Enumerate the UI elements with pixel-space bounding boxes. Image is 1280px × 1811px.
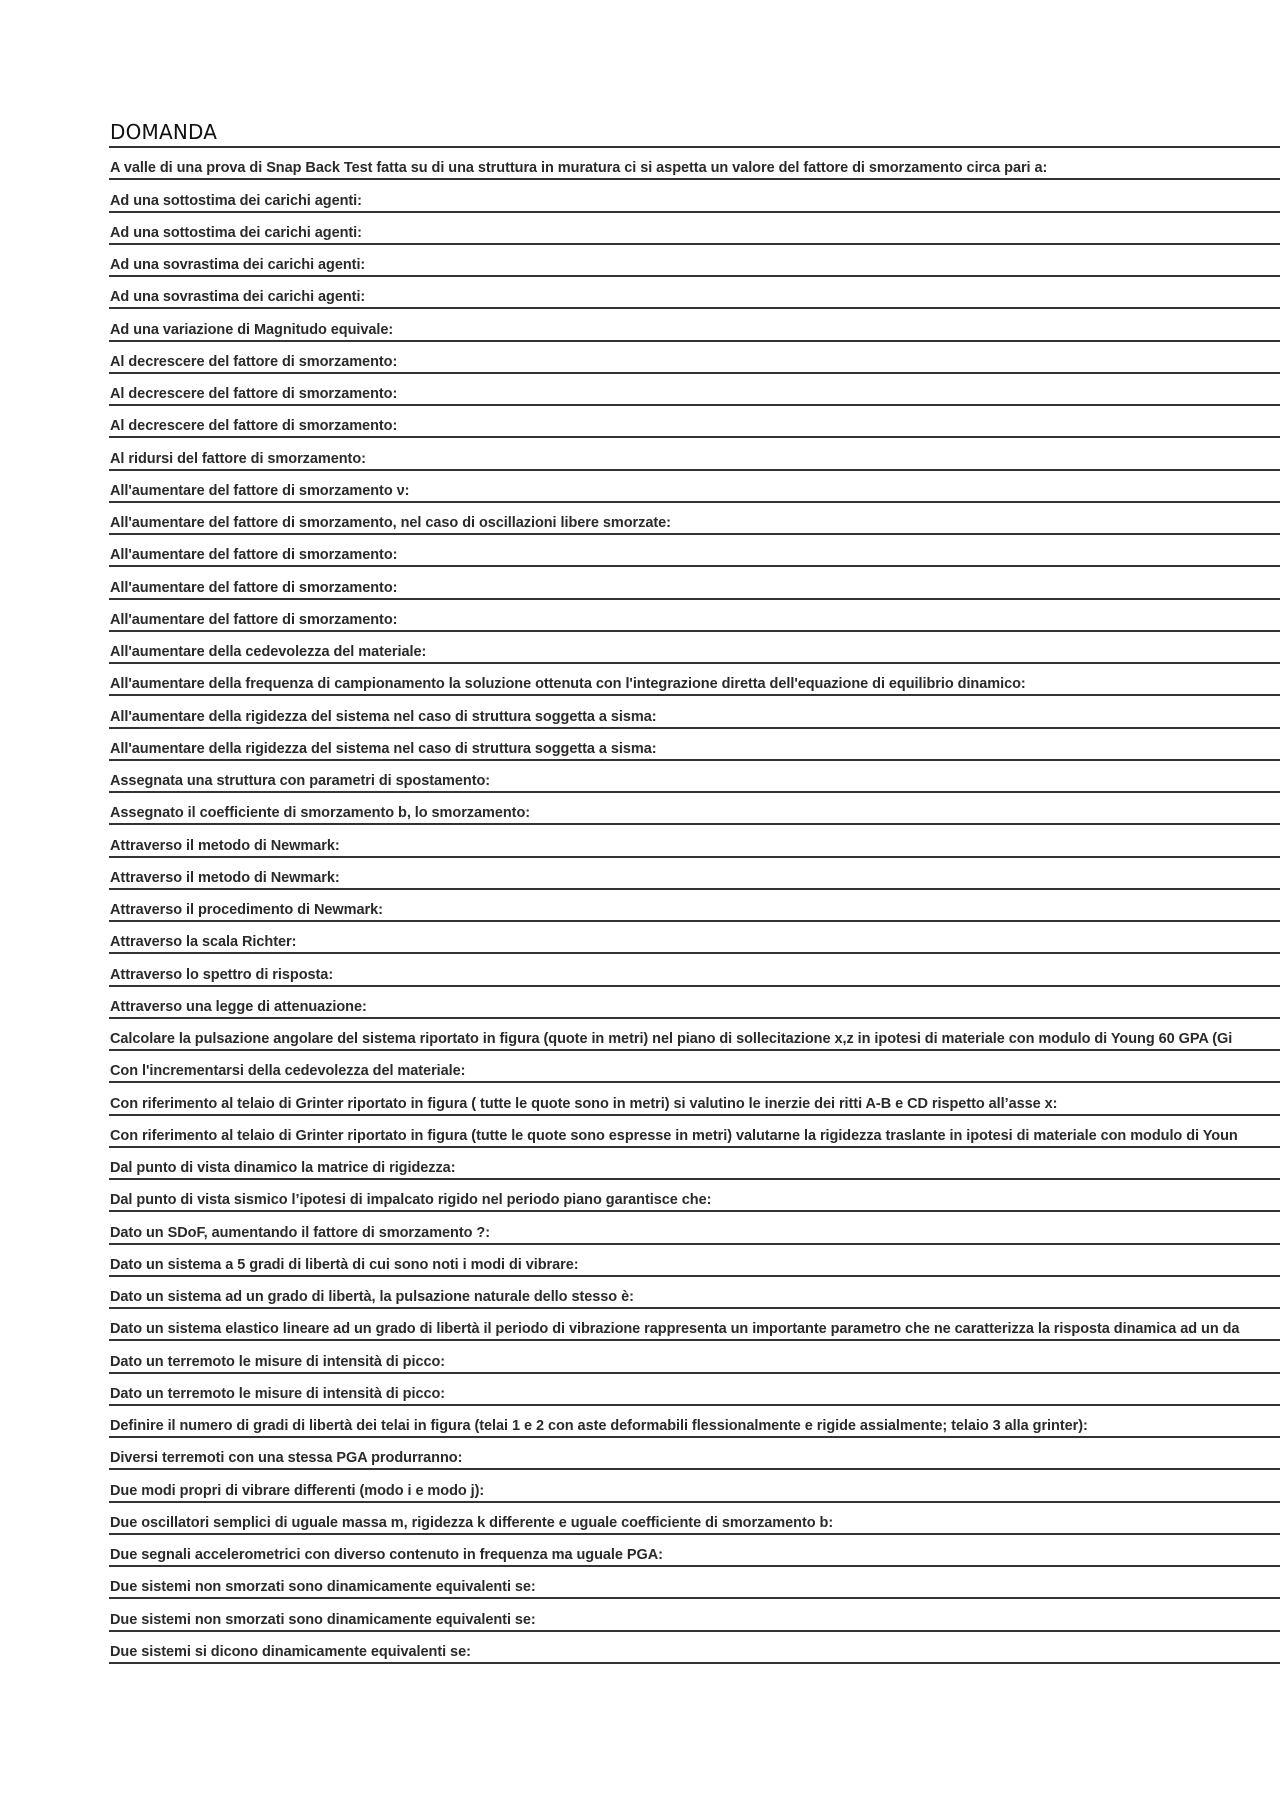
- question-text: Dato un sistema ad un grado di libertà, la pulsazione naturale dello stesso è:: [110, 1289, 634, 1305]
- question-sheet: [109, 118, 1280, 1664]
- question-row: [109, 180, 1280, 212]
- question-row: [109, 438, 1280, 470]
- question-row: [109, 503, 1280, 535]
- question-row: [109, 1212, 1280, 1244]
- question-row: [109, 374, 1280, 406]
- question-text: Dal punto di vista sismico l’ipotesi di impalcato rigido nel periodo piano garantisce che:: [110, 1192, 712, 1209]
- column-header-label: DOMANDA: [110, 120, 218, 144]
- question-row: [109, 1535, 1280, 1567]
- question-text: Attraverso il procedimento di Newmark:: [110, 902, 383, 918]
- question-row: [109, 1406, 1280, 1438]
- question-text: All'aumentare del fattore di smorzamento:: [110, 547, 398, 564]
- question-text: Al decrescere del fattore di smorzamento:: [110, 353, 398, 370]
- question-text: Attraverso lo spettro di risposta:: [110, 966, 334, 983]
- question-row: [109, 1116, 1280, 1148]
- question-text: Ad una sottostima dei carichi agenti:: [110, 192, 362, 209]
- question-row: [109, 148, 1280, 180]
- question-text: Ad una sovrastima dei carichi agenti:: [110, 257, 366, 273]
- question-text: All'aumentare della frequenza di campionamento la soluzione ottenuta con l'integrazione diretta dell'equazione di equilibrio dinamico:: [110, 676, 1026, 693]
- question-text: Ad una sovrastima dei carichi agenti:: [110, 289, 366, 306]
- question-text: Con riferimento al telaio di Grinter riportato in figura ( tutte le quote sono in metri) si valutino le inerzie dei ritti A-B e CD rispetto all’asse x:: [110, 1095, 1058, 1112]
- question-row: [109, 1599, 1280, 1631]
- question-row: [109, 664, 1280, 696]
- question-text: Diversi terremoti con una stessa PGA produrranno:: [110, 1450, 463, 1467]
- question-text: All'aumentare del fattore di smorzamento ν:: [110, 482, 410, 499]
- question-row: [109, 1438, 1280, 1470]
- question-row: [109, 277, 1280, 309]
- question-row: [109, 245, 1280, 277]
- question-text: Calcolare la pulsazione angolare del sistema riportato in figura (quote in metri) nel piano di sollecitazione x,z in ipotesi di materiale con modulo di Young 60 GPA (Gi: [110, 1031, 1233, 1047]
- question-text: Dato un sistema elastico lineare ad un grado di libertà il periodo di vibrazione rappresenta un importante parametro che ne caratterizza la risposta dinamica ad un da: [110, 1321, 1240, 1338]
- question-row: [109, 535, 1280, 567]
- question-row: [109, 696, 1280, 728]
- question-text: Ad una variazione di Magnitudo equivale:: [110, 321, 394, 338]
- question-text: Attraverso una legge di attenuazione:: [110, 998, 367, 1015]
- question-row: [109, 954, 1280, 986]
- question-row: [109, 213, 1280, 245]
- question-text: All'aumentare del fattore di smorzamento:: [110, 579, 398, 596]
- question-row: [109, 1503, 1280, 1535]
- question-text: Dal punto di vista dinamico la matrice di rigidezza:: [110, 1160, 456, 1176]
- question-row: [109, 1019, 1280, 1051]
- question-text: Ad una sottostima dei carichi agenti:: [110, 224, 362, 241]
- column-header: [109, 118, 1280, 148]
- question-text: Attraverso la scala Richter:: [110, 934, 297, 951]
- question-text: Dato un SDoF, aumentando il fattore di smorzamento ?:: [110, 1224, 491, 1241]
- question-text: Definire il numero di gradi di libertà dei telai in figura (telai 1 e 2 con aste deformabili flessionalmente e rigide assialmente; telaio 3 alla grinter):: [110, 1418, 1088, 1434]
- question-text: All'aumentare della rigidezza del sistema nel caso di struttura soggetta a sisma:: [110, 708, 657, 725]
- question-list: [109, 148, 1280, 1664]
- question-text: All'aumentare della rigidezza del sistema nel caso di struttura soggetta a sisma:: [110, 740, 657, 757]
- question-text: Due sistemi si dicono dinamicamente equivalenti se:: [110, 1643, 471, 1660]
- question-row: [109, 1083, 1280, 1115]
- question-row: [109, 1245, 1280, 1277]
- question-text: Attraverso il metodo di Newmark:: [110, 869, 340, 886]
- question-text: All'aumentare del fattore di smorzamento:: [110, 611, 398, 628]
- question-row: [109, 632, 1280, 664]
- question-row: [109, 1309, 1280, 1341]
- question-text: Al decrescere del fattore di smorzamento:: [110, 386, 398, 402]
- question-row: [109, 793, 1280, 825]
- question-row: [109, 567, 1280, 599]
- question-text: A valle di una prova di Snap Back Test fatta su di una struttura in muratura ci si aspetta un valore del fattore di smorzamento circa pari a:: [110, 160, 1048, 177]
- question-row: [109, 342, 1280, 374]
- question-row: [109, 1632, 1280, 1664]
- question-text: Due oscillatori semplici di uguale massa m, rigidezza k differente e uguale coefficiente di smorzamento b:: [110, 1514, 834, 1531]
- question-row: [109, 1341, 1280, 1373]
- question-text: Dato un sistema a 5 gradi di libertà di cui sono noti i modi di vibrare:: [110, 1256, 579, 1273]
- question-text: Due modi propri di vibrare differenti (modo i e modo j):: [110, 1482, 485, 1499]
- question-text: Due sistemi non smorzati sono dinamicamente equivalenti se:: [110, 1579, 536, 1596]
- question-row: [109, 406, 1280, 438]
- question-row: [109, 600, 1280, 632]
- question-text: Al ridursi del fattore di smorzamento:: [110, 450, 366, 467]
- question-row: [109, 471, 1280, 503]
- question-row: [109, 1374, 1280, 1406]
- question-text: Con l'incrementarsi della cedevolezza del materiale:: [110, 1063, 466, 1080]
- question-row: [109, 1567, 1280, 1599]
- question-row: [109, 858, 1280, 890]
- question-row: [109, 729, 1280, 761]
- question-text: Attraverso il metodo di Newmark:: [110, 837, 340, 854]
- question-row: [109, 922, 1280, 954]
- question-text: All'aumentare del fattore di smorzamento, nel caso di oscillazioni libere smorzate:: [110, 515, 671, 531]
- question-row: [109, 1148, 1280, 1180]
- question-row: [109, 890, 1280, 922]
- question-text: All'aumentare della cedevolezza del materiale:: [110, 644, 427, 660]
- question-text: Con riferimento al telaio di Grinter riportato in figura (tutte le quote sono espresse in metri) valutarne la rigidezza traslante in ipotesi di materiale con modulo di Youn: [110, 1127, 1238, 1144]
- question-text: Dato un terremoto le misure di intensità di picco:: [110, 1353, 446, 1370]
- question-text: Dato un terremoto le misure di intensità di picco:: [110, 1385, 446, 1402]
- question-row: [109, 825, 1280, 857]
- question-row: [109, 1051, 1280, 1083]
- question-text: Al decrescere del fattore di smorzamento:: [110, 418, 398, 435]
- question-row: [109, 1180, 1280, 1212]
- question-text: Due segnali accelerometrici con diverso contenuto in frequenza ma uguale PGA:: [110, 1547, 663, 1563]
- question-row: [109, 987, 1280, 1019]
- question-row: [109, 1277, 1280, 1309]
- question-text: Due sistemi non smorzati sono dinamicamente equivalenti se:: [110, 1611, 536, 1628]
- question-text: Assegnata una struttura con parametri di spostamento:: [110, 773, 491, 789]
- question-row: [109, 761, 1280, 793]
- question-row: [109, 1470, 1280, 1502]
- question-row: [109, 309, 1280, 341]
- question-text: Assegnato il coefficiente di smorzamento b, lo smorzamento:: [110, 805, 531, 822]
